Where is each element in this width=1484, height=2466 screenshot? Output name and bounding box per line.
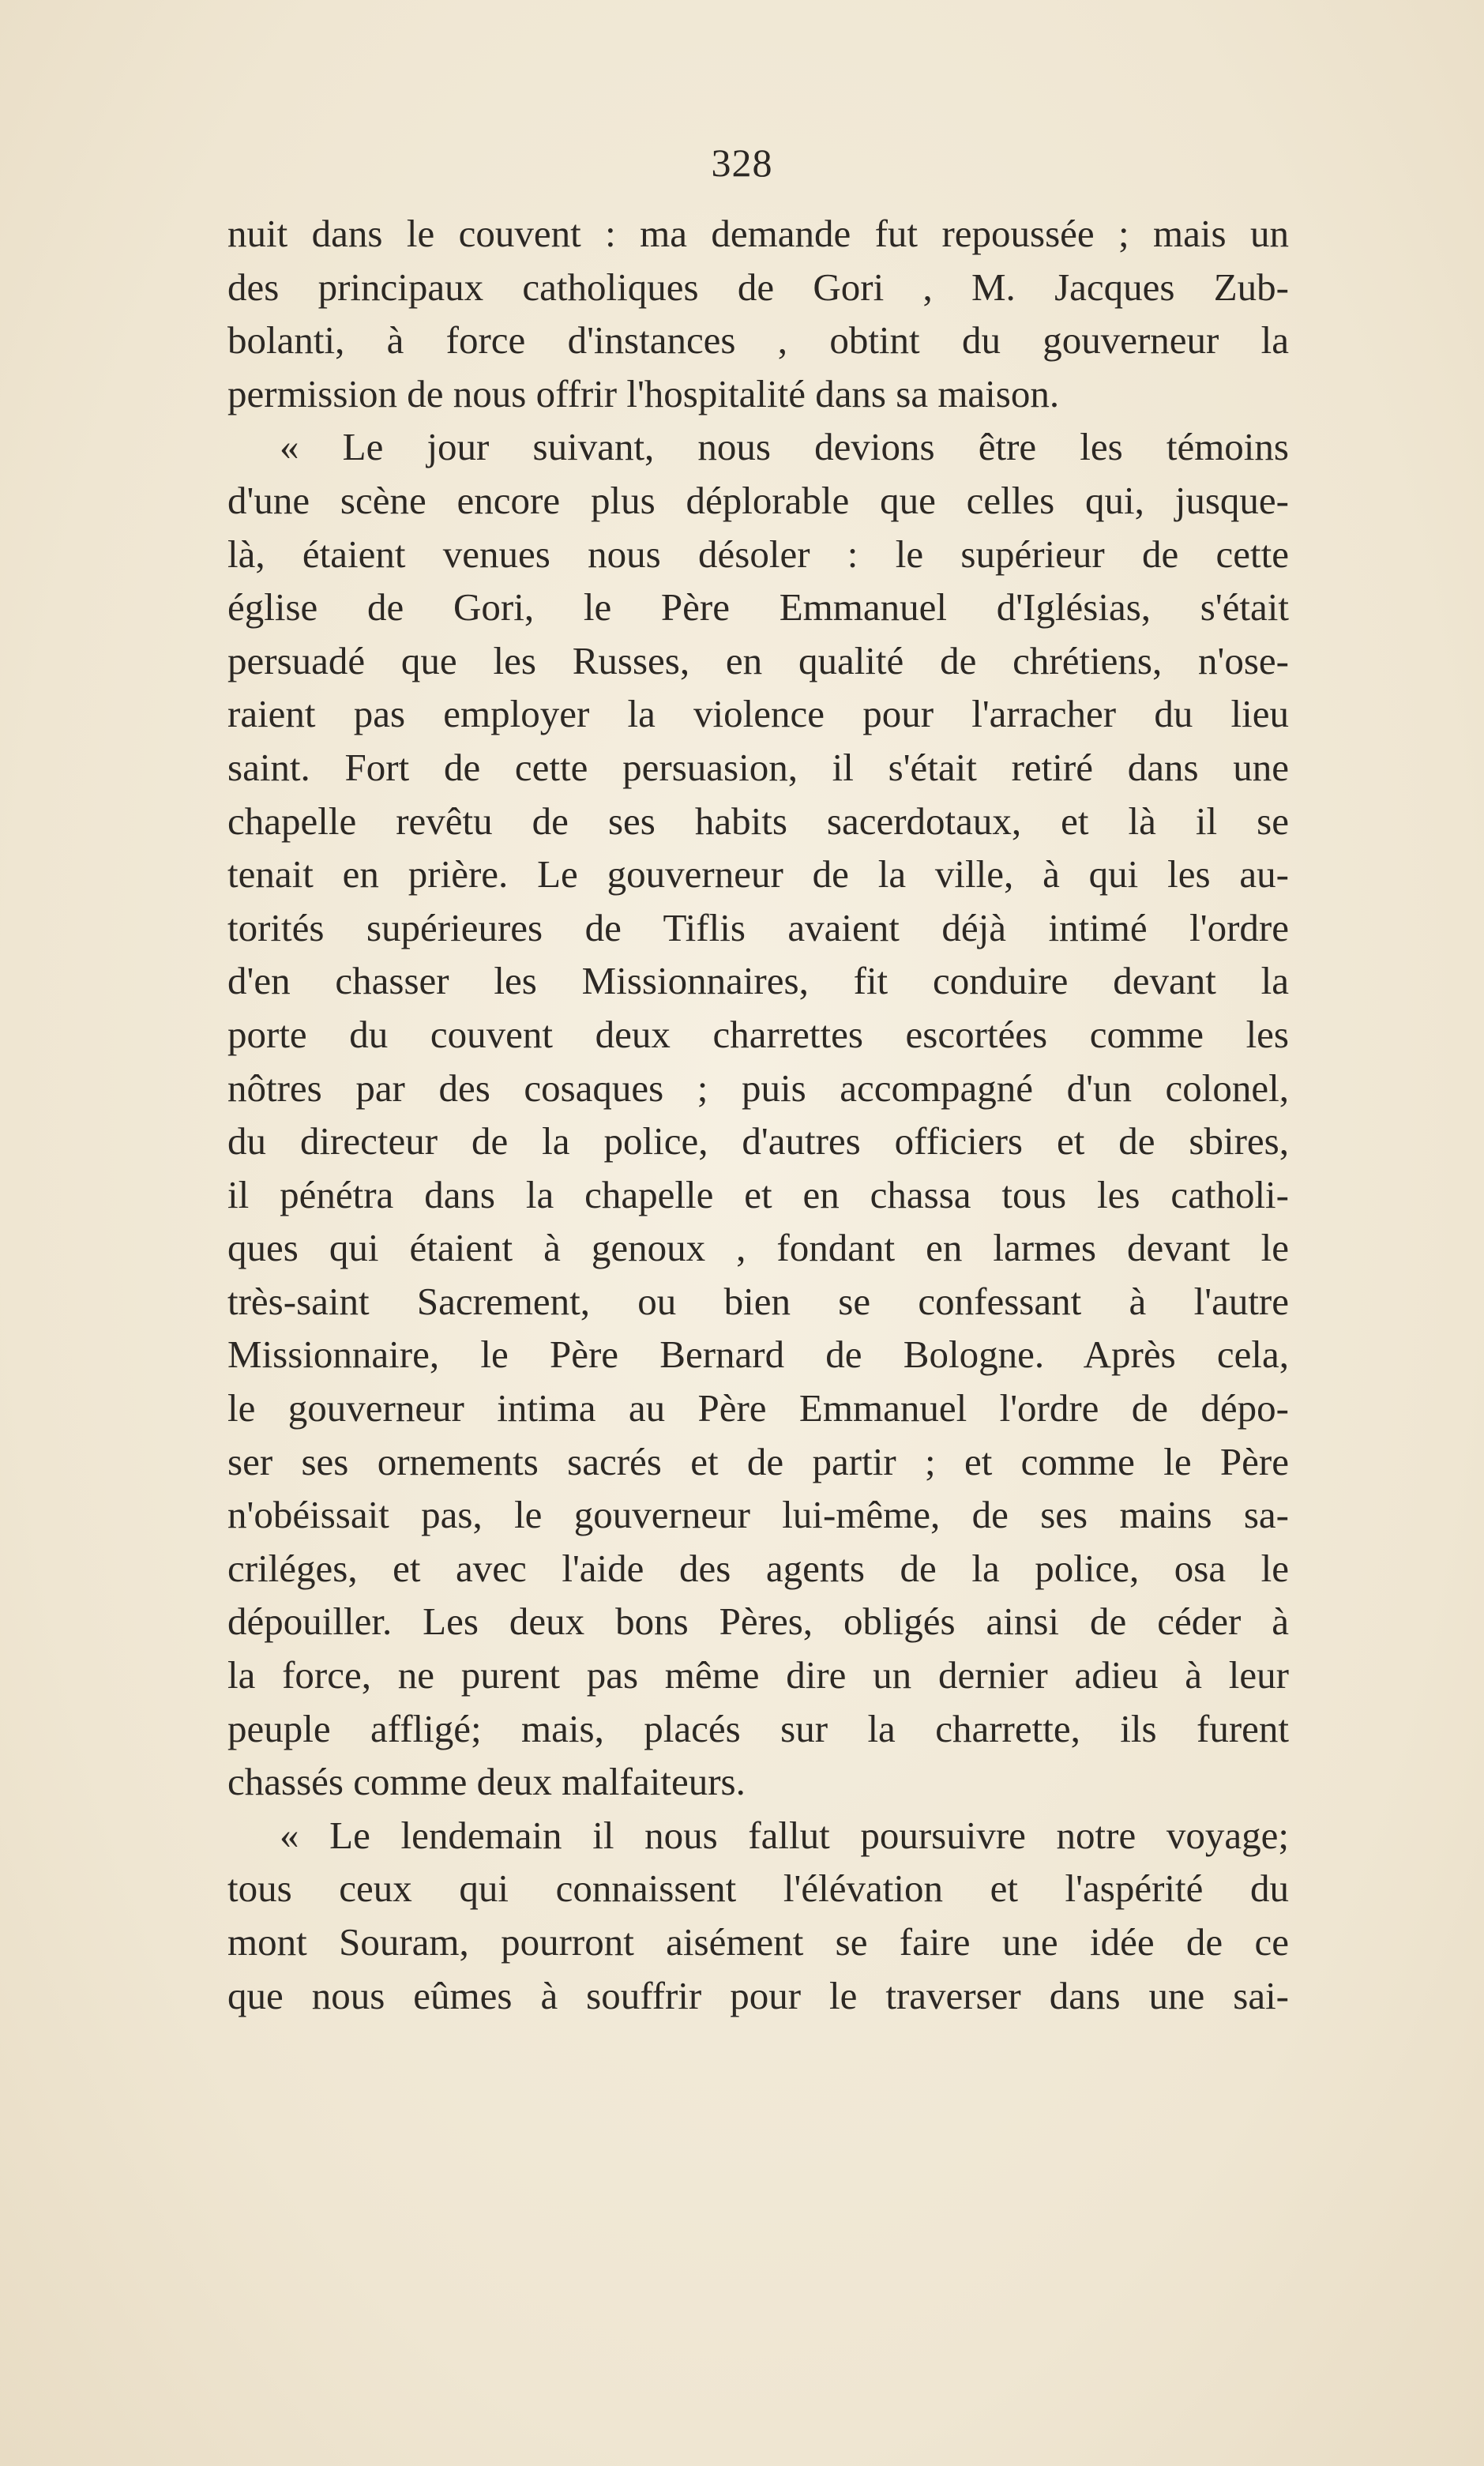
text-line: peuple affligé; mais, placés sur la charrette, ils furent <box>227 1706 1289 1750</box>
text-line: « Le jour suivant, nous devions être les témoins <box>280 425 1289 469</box>
text-line: persuadé que les Russes, en qualité de chrétiens, n'ose- <box>227 638 1289 682</box>
text-line: d'en chasser les Missionnaires, fit conduire devant la <box>227 959 1289 1003</box>
text-line: criléges, et avec l'aide des agents de la police, osa le <box>227 1546 1289 1590</box>
text-line: chapelle revêtu de ses habits sacerdotaux, et là il se <box>227 799 1289 843</box>
text-line: nôtres par des cosaques ; puis accompagné d'un colonel, <box>227 1066 1289 1110</box>
text-line: nuit dans le couvent : ma demande fut repoussée ; mais un <box>227 212 1289 255</box>
text-line: dépouiller. Les deux bons Pères, obligés ainsi de céder à <box>227 1600 1289 1644</box>
page-number: 328 <box>711 141 773 185</box>
text-line: là, étaient venues nous désoler : le supérieur de cette <box>227 532 1289 576</box>
text-line: il pénétra dans la chapelle et en chassa tous les catholi- <box>227 1172 1289 1216</box>
text-line: ser ses ornements sacrés et de partir ; et comme le Père <box>227 1439 1289 1483</box>
text-line: torités supérieures de Tiflis avaient déjà intimé l'ordre <box>227 905 1289 949</box>
text-line: ques qui étaient à genoux , fondant en larmes devant le <box>227 1226 1289 1270</box>
text-line: saint. Fort de cette persuasion, il s'était retiré dans une <box>227 745 1289 789</box>
text-line: le gouverneur intima au Père Emmanuel l'ordre de dépo- <box>227 1386 1289 1430</box>
text-line: n'obéissait pas, le gouverneur lui-même, de ses mains sa- <box>227 1493 1289 1537</box>
text-line: la force, ne purent pas même dire un dernier adieu à leur <box>227 1653 1289 1697</box>
text-line: du directeur de la police, d'autres officiers et de sbires, <box>227 1119 1289 1163</box>
text-line: église de Gori, le Père Emmanuel d'Iglésias, s'était <box>227 585 1289 630</box>
text-line: mont Souram, pourront aisément se faire une idée de ce <box>227 1920 1289 1964</box>
text-line: des principaux catholiques de Gori , M. Jacques Zub- <box>227 265 1289 309</box>
text-line: porte du couvent deux charrettes escortées comme les <box>227 1012 1289 1056</box>
text-line: d'une scène encore plus déplorable que celles qui, jusque- <box>227 478 1289 522</box>
text-line: bolanti, à force d'instances , obtint du gouverneur la <box>227 318 1289 363</box>
text-line: Missionnaire, le Père Bernard de Bologne. Après cela, <box>227 1333 1289 1377</box>
text-line: tous ceux qui connaissent l'élévation et l'aspérité du <box>227 1866 1289 1911</box>
text-line: permission de nous offrir l'hospitalité dans sa maison. <box>227 371 1060 415</box>
text-line: chassés comme deux malfaiteurs. <box>227 1760 746 1804</box>
text-line: tenait en prière. Le gouverneur de la ville, à qui les au- <box>227 852 1289 897</box>
text-line: très-saint Sacrement, ou bien se confessant à l'autre <box>227 1279 1289 1323</box>
text-line: raient pas employer la violence pour l'arracher du lieu <box>227 692 1289 736</box>
text-line: que nous eûmes à souffrir pour le traverser dans une sai- <box>227 1973 1289 2017</box>
body-text <box>227 207 1289 2022</box>
text-line: « Le lendemain il nous fallut poursuivre notre voyage; <box>280 1813 1289 1857</box>
